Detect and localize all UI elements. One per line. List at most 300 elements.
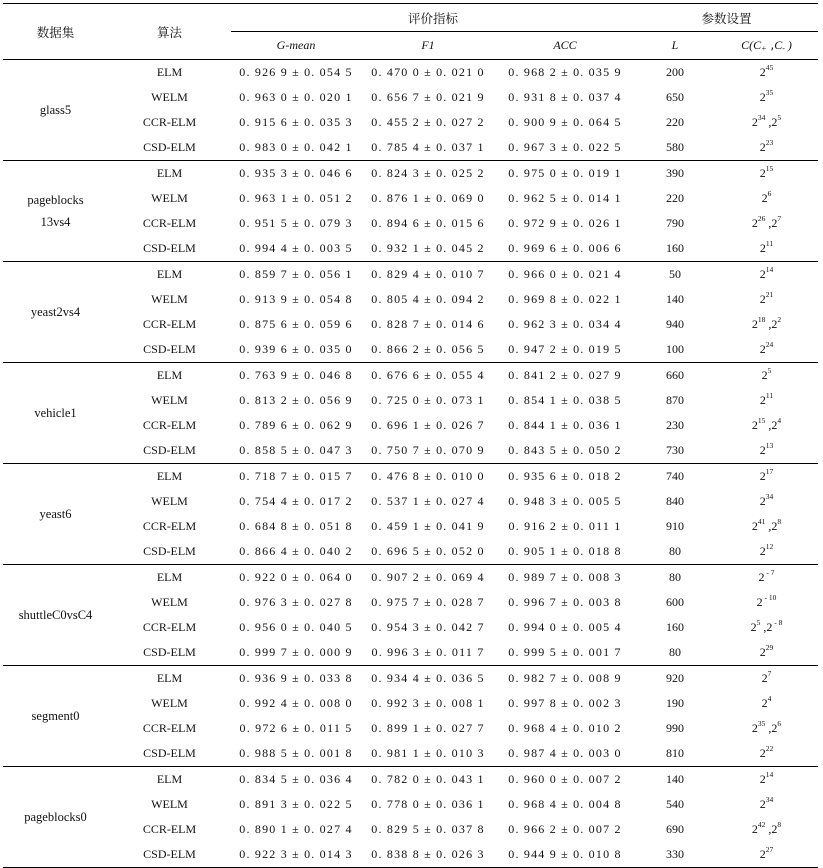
c-param-cell <box>715 590 818 615</box>
dataset-name-cell <box>3 363 108 464</box>
c-param-cell <box>715 565 818 591</box>
c-param-base: 2 <box>759 140 766 154</box>
c-param-cell <box>715 161 818 187</box>
c-param-separator: , <box>765 317 772 331</box>
acc-cell: 0. 966 0 ± 0. 021 4 <box>508 267 622 281</box>
acc-cell: 0. 905 1 ± 0. 018 8 <box>495 539 635 565</box>
f1-cell: 0. 805 4 ± 0. 094 2 <box>371 292 485 306</box>
c-param-cell <box>715 337 818 363</box>
c-param-exponent: 4 <box>767 694 772 703</box>
c-param-base: 2 <box>771 418 778 432</box>
c-param-base: 2 <box>761 368 768 382</box>
gmean-cell: 0. 926 9 ± 0. 054 5 <box>239 65 353 79</box>
l-cell: 80 <box>669 570 681 584</box>
l-cell: 740 <box>666 469 684 483</box>
c-param-cell <box>715 135 818 161</box>
f1-cell: 0. 459 1 ± 0. 041 9 <box>371 519 485 533</box>
acc-cell: 0. 962 5 ± 0. 014 1 <box>508 191 622 205</box>
c-param-exponent: 14 <box>765 265 774 274</box>
dataset-name-cell <box>3 161 108 262</box>
acc-cell: 0. 841 2 ± 0. 027 9 <box>508 368 622 382</box>
c-param-cell <box>715 464 818 490</box>
c-param-base: 2 <box>771 317 778 331</box>
algorithm-cell: WELM <box>151 595 188 609</box>
acc-cell: 0. 916 2 ± 0. 011 1 <box>508 519 622 533</box>
dataset-name-line: pageblocks <box>27 192 84 207</box>
acc-cell: 0. 994 0 ± 0. 005 4 <box>508 620 622 634</box>
l-cell: 690 <box>666 822 684 836</box>
c-param-cell <box>715 110 818 135</box>
algorithm-cell: CCR-ELM <box>142 721 197 735</box>
c-param-cell <box>715 767 818 793</box>
c-param-cell <box>715 388 818 413</box>
c-param-base: 2 <box>751 317 758 331</box>
gmean-cell: 0. 763 9 ± 0. 046 8 <box>239 368 353 382</box>
params-group-header: 参数设置 <box>635 4 818 32</box>
gmean-cell: 0. 859 7 ± 0. 056 1 <box>239 267 353 281</box>
l-cell: 160 <box>666 620 684 634</box>
c-param-separator: , <box>760 620 767 634</box>
gmean-cell: 0. 813 2 ± 0. 056 9 <box>239 393 353 407</box>
algorithm-cell: WELM <box>151 90 188 104</box>
c-param-base: 2 <box>751 822 758 836</box>
c-param-exponent: 7 <box>767 669 772 678</box>
dataset-name-line: glass5 <box>39 102 72 117</box>
table-row <box>3 312 818 337</box>
table-row <box>3 337 818 363</box>
f1-cell: 0. 907 2 ± 0. 069 4 <box>371 570 485 584</box>
c-param-base: 2 <box>759 772 766 786</box>
c-param-cell <box>715 312 818 337</box>
algorithm-cell: ELM <box>156 65 183 79</box>
c-param-exponent: 2 <box>777 315 782 324</box>
c-param-exponent: - 7 <box>764 568 775 577</box>
c-param-base: 2 <box>759 544 766 558</box>
c-param-base: 2 <box>771 115 778 129</box>
table-row <box>3 489 818 514</box>
dataset-name-line: yeast2vs4 <box>30 304 81 319</box>
l-cell: 600 <box>666 595 684 609</box>
dataset-name-line: segment0 <box>31 708 80 723</box>
c-param-exponent: 5 <box>777 113 782 122</box>
c-param-base: 2 <box>751 418 758 432</box>
c-param-cell <box>715 514 818 539</box>
f1-cell: 0. 828 7 ± 0. 014 6 <box>371 317 485 331</box>
acc-cell: 0. 972 9 ± 0. 026 1 <box>508 216 622 230</box>
dataset-name-line: pageblocks0 <box>24 809 87 824</box>
f1-cell: 0. 838 8 ± 0. 026 3 <box>371 847 485 861</box>
c-param-cell <box>715 615 818 640</box>
algorithm-cell: CSD-ELM <box>108 438 231 464</box>
algorithm-cell: WELM <box>151 292 188 306</box>
c-param-exponent: 29 <box>765 643 774 652</box>
c-param-base: 2 <box>751 721 758 735</box>
algorithm-cell: CSD-ELM <box>108 135 231 161</box>
acc-cell: 0. 969 8 ± 0. 022 1 <box>508 292 622 306</box>
c-param-exponent: 34 <box>757 113 766 122</box>
algorithm-cell: CSD-ELM <box>108 337 231 363</box>
l-cell: 580 <box>635 135 715 161</box>
algorithm-cell: ELM <box>156 570 183 584</box>
l-cell: 190 <box>666 696 684 710</box>
c-param-separator: , <box>765 216 772 230</box>
algorithm-cell: CSD-ELM <box>108 539 231 565</box>
c-param-separator: , <box>765 519 772 533</box>
c-param-base: 2 <box>759 90 766 104</box>
f1-cell: 0. 785 4 ± 0. 037 1 <box>361 135 495 161</box>
dataset-group <box>3 565 818 666</box>
c-param-base: 2 <box>759 65 766 79</box>
f1-cell: 0. 975 7 ± 0. 028 7 <box>371 595 485 609</box>
c-param-exponent: 42 <box>757 820 766 829</box>
algorithm-cell: ELM <box>156 166 183 180</box>
c-param-exponent: 5 <box>767 366 772 375</box>
f1-cell: 0. 696 5 ± 0. 052 0 <box>361 539 495 565</box>
gmean-cell: 0. 834 5 ± 0. 036 4 <box>239 772 353 786</box>
f1-cell: 0. 455 2 ± 0. 027 2 <box>371 115 485 129</box>
table-row <box>3 514 818 539</box>
table-row <box>3 60 818 86</box>
gmean-cell: 0. 875 6 ± 0. 059 6 <box>239 317 353 331</box>
l-cell: 790 <box>666 216 684 230</box>
c-param-base: 2 <box>759 267 766 281</box>
algorithm-cell: ELM <box>156 772 183 786</box>
l-header: L <box>635 32 715 60</box>
c-minus-sub: - <box>782 44 785 53</box>
table-row <box>3 135 818 161</box>
gmean-cell: 0. 976 3 ± 0. 027 8 <box>239 595 353 609</box>
c-plus-symbol: C <box>753 38 762 52</box>
table-row <box>3 817 818 842</box>
acc-cell: 0. 999 5 ± 0. 001 7 <box>495 640 635 666</box>
acc-cell: 0. 968 4 ± 0. 004 8 <box>508 797 622 811</box>
algorithm-cell: CCR-ELM <box>142 822 197 836</box>
c-param-exponent: 35 <box>765 88 774 97</box>
c-param-exponent: - 8 <box>772 618 783 627</box>
c-param-cell <box>715 666 818 692</box>
f1-cell: 0. 725 0 ± 0. 073 1 <box>371 393 485 407</box>
acc-cell: 0. 968 2 ± 0. 035 9 <box>508 65 622 79</box>
c-param-base: 2 <box>759 469 766 483</box>
c-header-suffix: ) <box>784 38 792 52</box>
c-param-exponent: 8 <box>777 517 782 526</box>
gmean-cell: 0. 992 4 ± 0. 008 0 <box>239 696 353 710</box>
dataset-name-line: shuttleC0vsC4 <box>18 607 93 622</box>
c-param-exponent: 26 <box>757 214 766 223</box>
table-row <box>3 363 818 389</box>
c-plus-sub: + <box>761 44 767 53</box>
acc-cell: 0. 931 8 ± 0. 037 4 <box>508 90 622 104</box>
c-param-base: 2 <box>759 292 766 306</box>
algorithm-cell: CCR-ELM <box>142 115 197 129</box>
l-cell: 940 <box>666 317 684 331</box>
c-param-cell <box>715 262 818 288</box>
dataset-group <box>3 464 818 565</box>
acc-cell: 0. 968 4 ± 0. 010 2 <box>508 721 622 735</box>
f1-header: F1 <box>361 32 495 60</box>
c-minus-symbol: C <box>774 38 783 52</box>
c-param-exponent: 18 <box>757 315 766 324</box>
c-param-base: 2 <box>751 519 758 533</box>
table-row <box>3 186 818 211</box>
c-param-cell <box>715 539 818 565</box>
table-row <box>3 262 818 288</box>
f1-cell: 0. 782 0 ± 0. 043 1 <box>371 772 485 786</box>
c-param-base: 2 <box>750 620 757 634</box>
c-param-exponent: 27 <box>765 845 774 854</box>
gmean-cell: 0. 890 1 ± 0. 027 4 <box>239 822 353 836</box>
gmean-cell: 0. 866 4 ± 0. 040 2 <box>231 539 361 565</box>
c-param-cell <box>715 60 818 86</box>
acc-cell: 0. 900 9 ± 0. 064 5 <box>508 115 622 129</box>
algorithm-cell: CCR-ELM <box>142 216 197 230</box>
l-cell: 80 <box>635 640 715 666</box>
c-param-exponent: 15 <box>765 164 774 173</box>
gmean-cell: 0. 956 0 ± 0. 040 5 <box>239 620 353 634</box>
algorithm-cell: CSD-ELM <box>143 847 196 861</box>
c-param-base: 2 <box>761 696 768 710</box>
gmean-cell: 0. 963 1 ± 0. 051 2 <box>239 191 353 205</box>
table-row <box>3 413 818 438</box>
table-row <box>3 211 818 236</box>
algorithm-cell: WELM <box>151 191 188 205</box>
acc-cell: 0. 989 7 ± 0. 008 3 <box>508 570 622 584</box>
l-cell: 650 <box>666 90 684 104</box>
algorithm-cell: CSD-ELM <box>108 640 231 666</box>
algorithm-cell: WELM <box>151 393 188 407</box>
c-param-exponent: 11 <box>765 391 774 400</box>
dataset-name-cell <box>3 565 108 666</box>
gmean-cell: 0. 988 5 ± 0. 001 8 <box>231 741 361 767</box>
c-header <box>715 32 818 60</box>
c-param-base: 2 <box>758 570 765 584</box>
c-param-base: 2 <box>771 822 778 836</box>
c-param-base: 2 <box>759 746 766 760</box>
f1-cell: 0. 894 6 ± 0. 015 6 <box>371 216 485 230</box>
algorithm-cell: ELM <box>156 469 183 483</box>
f1-cell: 0. 829 4 ± 0. 010 7 <box>371 267 485 281</box>
dataset-name-cell <box>3 767 108 868</box>
c-param-base: 2 <box>759 494 766 508</box>
c-param-base: 2 <box>759 847 766 861</box>
gmean-cell: 0. 936 9 ± 0. 033 8 <box>239 671 353 685</box>
l-cell: 730 <box>635 438 715 464</box>
gmean-cell: 0. 915 6 ± 0. 035 3 <box>239 115 353 129</box>
c-param-exponent: 17 <box>765 467 774 476</box>
algorithm-cell: CCR-ELM <box>142 317 197 331</box>
metrics-group-header: 评价指标 <box>231 4 635 32</box>
l-cell: 840 <box>666 494 684 508</box>
acc-cell: 0. 947 2 ± 0. 019 5 <box>495 337 635 363</box>
gmean-cell: 0. 994 4 ± 0. 003 5 <box>231 236 361 262</box>
c-param-cell <box>715 363 818 389</box>
c-param-exponent: 8 <box>777 820 782 829</box>
f1-cell: 0. 750 7 ± 0. 070 9 <box>361 438 495 464</box>
c-param-base: 2 <box>766 620 773 634</box>
f1-cell: 0. 866 2 ± 0. 056 5 <box>361 337 495 363</box>
l-cell: 220 <box>666 191 684 205</box>
dataset-group <box>3 262 818 363</box>
gmean-cell: 0. 999 7 ± 0. 000 9 <box>231 640 361 666</box>
c-param-exponent: - 10 <box>762 593 777 602</box>
c-param-base: 2 <box>759 797 766 811</box>
table-row <box>3 691 818 716</box>
f1-cell: 0. 824 3 ± 0. 025 2 <box>371 166 485 180</box>
table-row <box>3 565 818 591</box>
c-param-exponent: 12 <box>765 542 774 551</box>
c-header-sep: , <box>766 38 775 52</box>
c-param-exponent: 34 <box>765 795 774 804</box>
results-table-wrapper <box>3 3 818 868</box>
f1-cell: 0. 829 5 ± 0. 037 8 <box>371 822 485 836</box>
acc-cell: 0. 975 0 ± 0. 019 1 <box>508 166 622 180</box>
acc-cell: 0. 969 6 ± 0. 006 6 <box>495 236 635 262</box>
l-cell: 330 <box>666 847 684 861</box>
f1-cell: 0. 932 1 ± 0. 045 2 <box>361 236 495 262</box>
acc-cell: 0. 987 4 ± 0. 003 0 <box>495 741 635 767</box>
header-row-top <box>3 4 818 32</box>
c-param-cell <box>715 741 818 767</box>
table-row <box>3 388 818 413</box>
l-cell: 390 <box>666 166 684 180</box>
c-param-exponent: 11 <box>765 239 774 248</box>
results-table <box>3 3 818 868</box>
f1-cell: 0. 996 3 ± 0. 011 7 <box>361 640 495 666</box>
c-param-exponent: 34 <box>765 492 774 501</box>
f1-cell: 0. 696 1 ± 0. 026 7 <box>371 418 485 432</box>
l-cell: 870 <box>666 393 684 407</box>
dataset-group <box>3 363 818 464</box>
acc-cell: 0. 843 5 ± 0. 050 2 <box>495 438 635 464</box>
table-row <box>3 236 818 262</box>
c-param-exponent: 4 <box>777 416 782 425</box>
l-cell: 50 <box>669 267 681 281</box>
gmean-cell: 0. 963 0 ± 0. 020 1 <box>239 90 353 104</box>
dataset-name-line: 13vs4 <box>40 214 71 229</box>
c-param-base: 2 <box>761 191 768 205</box>
acc-cell: 0. 967 3 ± 0. 022 5 <box>495 135 635 161</box>
dataset-name-cell <box>3 60 108 161</box>
gmean-cell: 0. 754 4 ± 0. 017 2 <box>239 494 353 508</box>
l-cell: 990 <box>666 721 684 735</box>
table-row <box>3 161 818 187</box>
c-param-separator: , <box>765 418 772 432</box>
table-row <box>3 287 818 312</box>
c-param-cell <box>715 640 818 666</box>
acc-cell: 0. 996 7 ± 0. 003 8 <box>508 595 622 609</box>
dataset-name-cell <box>3 262 108 363</box>
c-param-base: 2 <box>751 216 758 230</box>
c-param-exponent: 15 <box>757 416 766 425</box>
f1-cell: 0. 656 7 ± 0. 021 9 <box>371 90 485 104</box>
acc-cell: 0. 844 1 ± 0. 036 1 <box>508 418 622 432</box>
c-header-prefix: C( <box>741 38 754 52</box>
dataset-name-line: yeast6 <box>39 506 72 521</box>
c-param-cell <box>715 716 818 741</box>
l-cell: 80 <box>635 539 715 565</box>
c-param-cell <box>715 211 818 236</box>
f1-cell: 0. 899 1 ± 0. 027 7 <box>371 721 485 735</box>
l-cell: 910 <box>666 519 684 533</box>
table-row <box>3 666 818 692</box>
l-cell: 140 <box>666 772 684 786</box>
f1-cell: 0. 992 3 ± 0. 008 1 <box>371 696 485 710</box>
table-row <box>3 110 818 135</box>
acc-cell: 0. 944 9 ± 0. 010 8 <box>508 847 622 861</box>
table-row <box>3 792 818 817</box>
c-param-separator: , <box>765 115 772 129</box>
gmean-cell: 0. 935 3 ± 0. 046 6 <box>239 166 353 180</box>
c-param-exponent: 5 <box>756 618 761 627</box>
table-row <box>3 590 818 615</box>
algorithm-cell: WELM <box>151 696 188 710</box>
c-param-exponent: 22 <box>765 744 774 753</box>
table-row <box>3 539 818 565</box>
c-param-cell <box>715 186 818 211</box>
c-param-separator: , <box>765 721 772 735</box>
gmean-cell: 0. 922 0 ± 0. 064 0 <box>239 570 353 584</box>
c-param-exponent: 41 <box>757 517 766 526</box>
f1-cell: 0. 470 0 ± 0. 021 0 <box>371 65 485 79</box>
l-cell: 230 <box>666 418 684 432</box>
c-param-base: 2 <box>759 443 766 457</box>
c-param-base: 2 <box>761 671 768 685</box>
c-param-base: 2 <box>751 115 758 129</box>
l-cell: 100 <box>635 337 715 363</box>
acc-cell: 0. 854 1 ± 0. 038 5 <box>508 393 622 407</box>
c-param-exponent: 35 <box>757 719 766 728</box>
table-row <box>3 716 818 741</box>
c-param-base: 2 <box>756 595 763 609</box>
gmean-cell: 0. 789 6 ± 0. 062 9 <box>239 418 353 432</box>
algorithm-cell: WELM <box>151 797 188 811</box>
c-param-base: 2 <box>759 241 766 255</box>
c-param-cell <box>715 85 818 110</box>
table-row <box>3 767 818 793</box>
acc-cell: 0. 935 6 ± 0. 018 2 <box>508 469 622 483</box>
algorithm-cell: WELM <box>151 494 188 508</box>
c-param-cell <box>715 236 818 262</box>
c-param-cell <box>715 691 818 716</box>
c-param-exponent: 45 <box>765 63 774 72</box>
c-param-base: 2 <box>759 393 766 407</box>
dataset-name-cell <box>3 464 108 565</box>
c-param-base: 2 <box>759 645 766 659</box>
algorithm-cell: ELM <box>156 267 183 281</box>
dataset-group <box>3 60 818 161</box>
l-cell: 810 <box>635 741 715 767</box>
acc-cell: 0. 982 7 ± 0. 008 9 <box>508 671 622 685</box>
f1-cell: 0. 876 1 ± 0. 069 0 <box>371 191 485 205</box>
c-param-base: 2 <box>771 519 778 533</box>
algorithm-cell: CCR-ELM <box>142 418 197 432</box>
gmean-cell: 0. 972 6 ± 0. 011 5 <box>239 721 353 735</box>
f1-cell: 0. 954 3 ± 0. 042 7 <box>371 620 485 634</box>
table-row <box>3 640 818 666</box>
l-cell: 540 <box>666 797 684 811</box>
c-param-exponent: 6 <box>777 719 782 728</box>
c-param-separator: , <box>765 822 772 836</box>
acc-cell: 0. 962 3 ± 0. 034 4 <box>508 317 622 331</box>
gmean-cell: 0. 684 8 ± 0. 051 8 <box>239 519 353 533</box>
acc-cell: 0. 960 0 ± 0. 007 2 <box>508 772 622 786</box>
l-cell: 220 <box>666 115 684 129</box>
acc-header: ACC <box>495 32 635 60</box>
f1-cell: 0. 981 1 ± 0. 010 3 <box>361 741 495 767</box>
l-cell: 160 <box>635 236 715 262</box>
c-param-cell <box>715 489 818 514</box>
f1-cell: 0. 537 1 ± 0. 027 4 <box>371 494 485 508</box>
